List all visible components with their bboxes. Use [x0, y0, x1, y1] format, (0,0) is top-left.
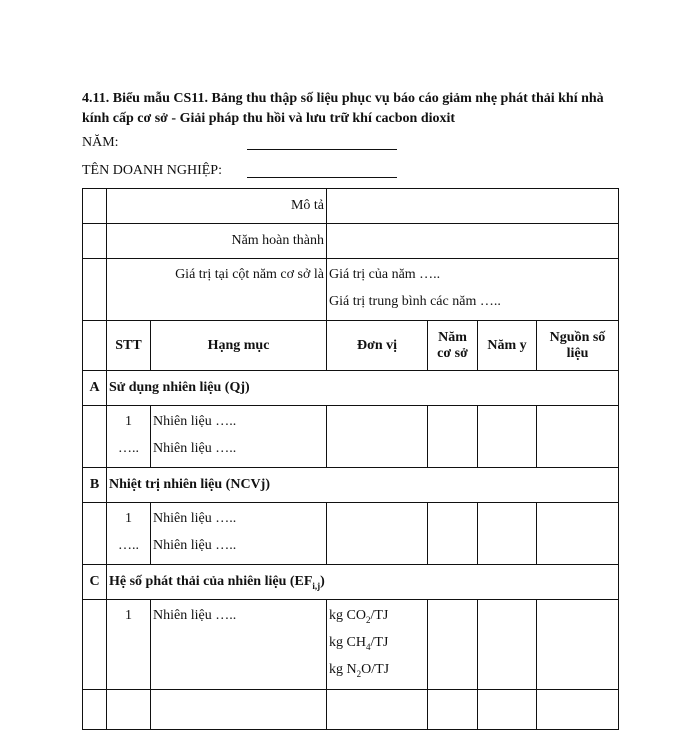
section-b-row	[83, 468, 619, 503]
section-a-code: A	[83, 371, 107, 406]
blank-cell	[83, 406, 107, 468]
blank-cell	[428, 690, 478, 730]
header-item: Hạng mục	[151, 321, 327, 371]
section-c-title-end: )	[320, 574, 325, 589]
section-c-stt	[107, 600, 151, 690]
header-year-y: Năm y	[478, 321, 537, 371]
baseline-row	[83, 259, 619, 321]
section-c-title-main: Hệ số phát thải của nhiên liệu (EF	[109, 574, 313, 589]
baseline-options	[327, 259, 619, 321]
header-unit: Đơn vị	[327, 321, 428, 371]
blank-cell	[83, 600, 107, 690]
base-year-cell	[428, 600, 478, 690]
blank-cell	[83, 321, 107, 371]
stt-value: 1	[125, 414, 132, 429]
section-a-data-row	[83, 406, 619, 468]
source-cell	[537, 503, 619, 565]
item-value: Nhiên liệu …..	[153, 608, 237, 623]
blank-cell	[83, 503, 107, 565]
source-cell	[537, 600, 619, 690]
description-row	[83, 189, 619, 224]
section-c-title	[107, 565, 619, 600]
section-a-row	[83, 371, 619, 406]
blank-cell	[537, 690, 619, 730]
unit-ch4-post: /TJ	[370, 635, 389, 650]
unit-cell	[327, 406, 428, 468]
document-title: 4.11. Biểu mẫu CS11. Bảng thu thập số liệu phục vụ báo cáo giảm nhẹ phát thải khí nhà kính cấp cơ sở - Giải pháp thu hồi và lưu trữ khí cacbon dioxit	[82, 91, 604, 126]
baseline-label-text: Giá trị tại cột năm cơ sở là	[175, 267, 324, 282]
year-y-cell	[478, 406, 537, 468]
stt-value: …..	[118, 441, 139, 456]
cutoff-row	[83, 690, 619, 730]
section-a-items	[151, 406, 327, 468]
unit-co2-post: /TJ	[370, 608, 389, 623]
blank-cell	[151, 690, 327, 730]
unit-co2-sub: 2	[365, 614, 371, 625]
baseline-option-1: Giá trị của năm …..	[329, 267, 441, 282]
section-b-title: Nhiệt trị nhiên liệu (NCVj)	[107, 468, 619, 503]
base-year-cell	[428, 406, 478, 468]
company-field	[82, 163, 222, 179]
unit-ch4-sub: 4	[365, 641, 371, 652]
baseline-label	[107, 259, 327, 321]
completion-year-value	[327, 224, 619, 259]
stt-value: …..	[118, 538, 139, 553]
item-value: Nhiên liệu …..	[153, 538, 237, 553]
section-b-stt	[107, 503, 151, 565]
section-c-units	[327, 600, 428, 690]
unit-n2o-post: O/TJ	[361, 662, 390, 677]
completion-year-label: Năm hoàn thành	[107, 224, 327, 259]
header-row	[83, 321, 619, 371]
section-b-data-row	[83, 503, 619, 565]
company-blank-line	[247, 177, 397, 178]
unit-ch4	[329, 629, 425, 656]
source-cell	[537, 406, 619, 468]
completion-year-row	[83, 224, 619, 259]
section-a-stt	[107, 406, 151, 468]
unit-co2	[329, 602, 425, 629]
blank-cell	[327, 690, 428, 730]
item-value: Nhiên liệu …..	[153, 511, 237, 526]
header-source: Nguồn số liệu	[537, 321, 619, 371]
blank-cell	[83, 189, 107, 224]
item-value: Nhiên liệu …..	[153, 414, 237, 429]
section-a-title: Sử dụng nhiên liệu (Qj)	[107, 371, 619, 406]
section-c-items	[151, 600, 327, 690]
baseline-option-2: Giá trị trung bình các năm …..	[329, 294, 501, 309]
blank-cell	[83, 690, 107, 730]
section-c-data-row	[83, 600, 619, 690]
header-base-year: Năm cơ sở	[428, 321, 478, 371]
blank-cell	[107, 690, 151, 730]
section-c-title-sub: i,j	[312, 580, 321, 591]
data-table	[82, 188, 619, 730]
section-b-items	[151, 503, 327, 565]
description-value	[327, 189, 619, 224]
section-b-code: B	[83, 468, 107, 503]
section-c-code: C	[83, 565, 107, 600]
unit-ch4-pre: kg CH	[329, 635, 366, 650]
description-label: Mô tả	[107, 189, 327, 224]
year-label: NĂM:	[82, 135, 119, 150]
year-blank-line	[247, 149, 397, 150]
unit-n2o-pre: kg N	[329, 662, 357, 677]
year-y-cell	[478, 600, 537, 690]
year-y-cell	[478, 503, 537, 565]
unit-n2o-sub: 2	[356, 668, 362, 679]
header-stt: STT	[107, 321, 151, 371]
unit-co2-pre: kg CO	[329, 608, 366, 623]
blank-cell	[83, 224, 107, 259]
unit-n2o	[329, 656, 425, 683]
blank-cell	[83, 259, 107, 321]
item-value: Nhiên liệu …..	[153, 441, 237, 456]
blank-cell	[478, 690, 537, 730]
unit-cell	[327, 503, 428, 565]
section-c-row	[83, 565, 619, 600]
company-label: TÊN DOANH NGHIỆP:	[82, 163, 222, 178]
year-field	[82, 135, 119, 151]
stt-value: 1	[125, 511, 132, 526]
base-year-cell	[428, 503, 478, 565]
stt-value: 1	[125, 608, 132, 623]
